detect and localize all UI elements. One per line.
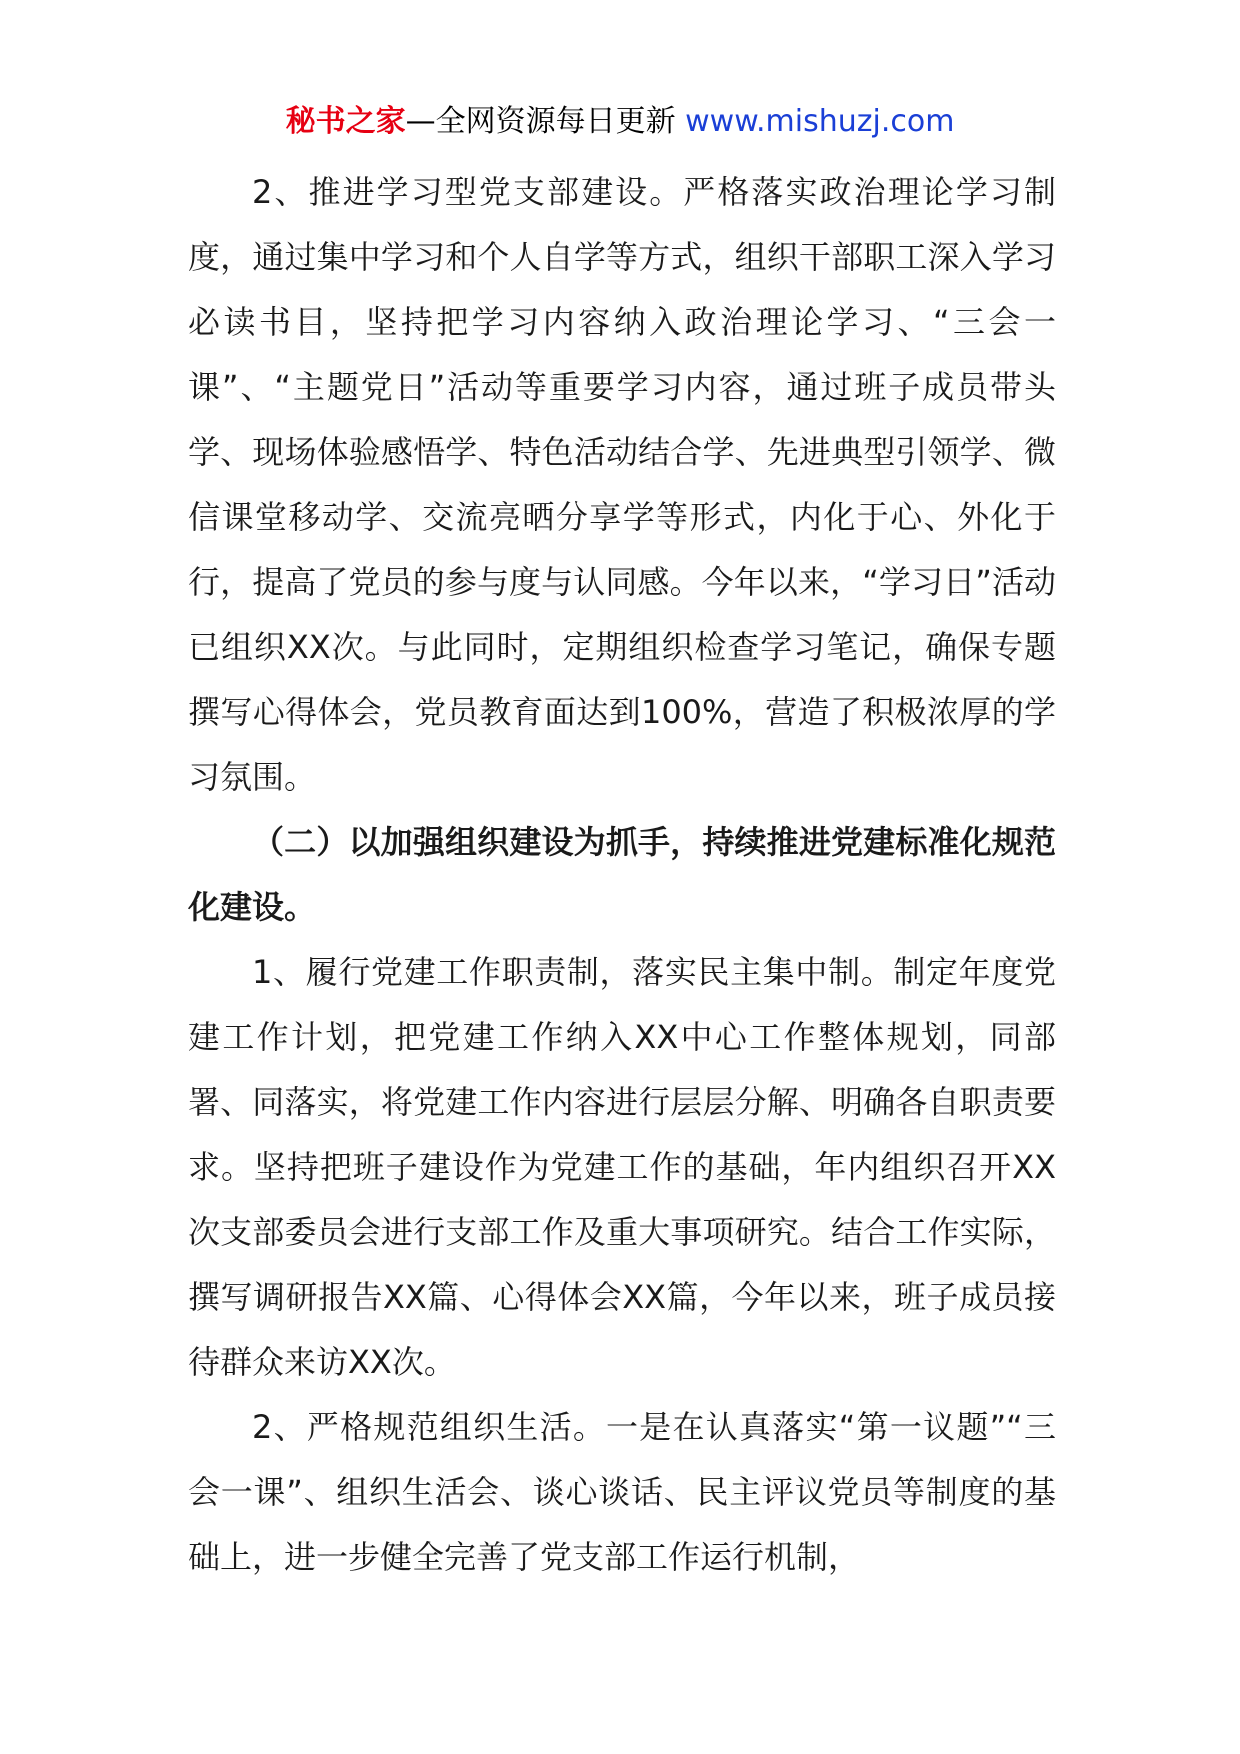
- document-body: [188, 160, 1056, 1590]
- site-brand: 秘书之家: [285, 104, 406, 139]
- section-heading-organization: （二）以加强组织建设为抓手，持续推进党建标准化规范化建设。: [188, 823, 1056, 926]
- site-tagline: —全网资源每日更新: [405, 104, 676, 139]
- site-url-link[interactable]: www.mishuzj.com: [685, 104, 955, 139]
- paragraph-organization-life: 2、严格规范组织生活。一是在认真落实“第一议题”“三会一课”、组织生活会、谈心谈话、民主评议党员等制度的基础上，进一步健全完善了党支部工作运行机制，: [188, 1408, 1056, 1576]
- paragraph-party-responsibility: 1、履行党建工作职责制，落实民主集中制。制定年度党建工作计划，把党建工作纳入XX中心工作整体规划，同部署、同落实，将党建工作内容进行层层分解、明确各自职责要求。坚持把班子建设作为党建工作的基础，年内组织召开XX次支部委员会进行支部工作及重大事项研究。结合工作实际，撰写调研报告XX篇、心得体会XX篇，今年以来，班子成员接待群众来访XX次。: [188, 953, 1056, 1381]
- site-header: [0, 102, 1240, 142]
- paragraph-study-party-branch: 2、推进学习型党支部建设。严格落实政治理论学习制度，通过集中学习和个人自学等方式，组织干部职工深入学习必读书目，坚持把学习内容纳入政治理论学习、“三会一课”、“主题党日”活动等重要学习内容，通过班子成员带头学、现场体验感悟学、特色活动结合学、先进典型引领学、微信课堂移动学、交流亮晒分享学等形式，内化于心、外化于行，提高了党员的参与度与认同感。今年以来，“学习日”活动已组织XX次。与此同时，定期组织检查学习笔记，确保专题撰写心得体会，党员教育面达到100%，营造了积极浓厚的学习氛围。: [188, 173, 1056, 796]
